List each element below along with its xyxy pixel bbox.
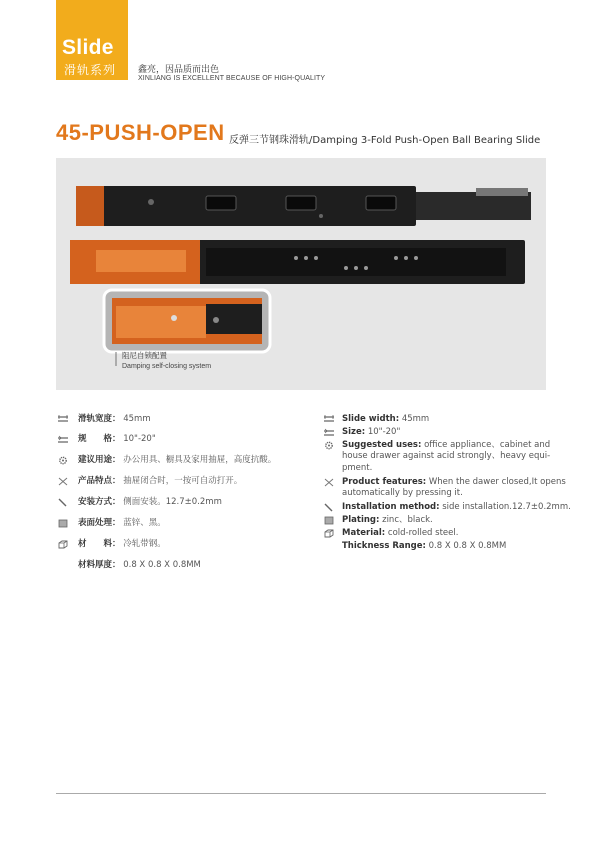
spec-label: 材料厚度：: [78, 560, 121, 570]
spec-value: 蓝锌、黑。: [120, 518, 166, 528]
ruler-width-icon: [324, 415, 334, 424]
series-tab-cn: 滑轨系列: [64, 63, 117, 77]
spec-value: 10"-20": [365, 427, 401, 437]
spec-label: 建议用途：: [78, 455, 121, 465]
spec-value: 0.8 X 0.8 X 0.8MM: [120, 560, 201, 570]
spec-value-cont: house drawer against acid strongly、heavy equi-: [342, 451, 551, 462]
spec-label: 滑轨宽度：: [78, 414, 121, 424]
spec-label: Suggested uses:: [342, 440, 422, 450]
slide-illustration: [56, 158, 546, 390]
tagline-en: XINLIANG IS EXCELLENT BECAUSE OF HIGH-QUALITY: [138, 75, 326, 82]
spec-value: 抽屉闭合时，一按可自动打开。: [120, 476, 243, 486]
spec-label: Material:: [342, 528, 386, 538]
gear-icon: [324, 441, 334, 450]
plating-icon: [324, 516, 334, 525]
plating-icon: [58, 519, 68, 528]
spec-value: zinc、black.: [379, 515, 433, 525]
tools-icon: [58, 477, 68, 486]
spec-value: 办公用具、橱具及家用抽屉，高度抗酸。: [120, 455, 277, 465]
inset-caption-en: Damping self-closing system: [122, 363, 212, 370]
product-title: 45-PUSH-OPEN: [56, 120, 225, 145]
spec-value: office appliance、cabinet and: [421, 440, 551, 450]
tagline-cn: 鑫亮，因品质而出色: [138, 65, 220, 75]
spec-value: 45mm: [399, 414, 430, 424]
spec-value: 侧面安装。12.7±0.2mm: [120, 497, 222, 507]
spec-label: 表面处理：: [78, 518, 121, 528]
ruler-length-icon: [58, 435, 68, 444]
spec-label: Thickness Range:: [342, 541, 426, 551]
spec-value-cont: automatically by pressing it.: [342, 488, 463, 499]
spec-value: side installation.12.7±0.2mm.: [439, 502, 571, 512]
spec-label: Slide width:: [342, 414, 400, 424]
gear-icon: [58, 456, 68, 465]
spec-label: Installation method:: [342, 502, 440, 512]
spec-value: 冷轧带钢。: [120, 539, 166, 549]
spec-label: 安装方式：: [78, 497, 121, 507]
material-icon: [324, 529, 334, 538]
spec-label: 材 料：: [78, 539, 121, 549]
spec-value: 45mm: [120, 414, 151, 424]
spec-label: Product features:: [342, 477, 427, 487]
screwdriver-icon: [58, 498, 68, 507]
spec-value-cont: pment.: [342, 462, 373, 473]
bottom-rule: [56, 793, 546, 794]
series-tab: [56, 0, 128, 80]
spec-value: When the dawer closed,It opens: [426, 477, 566, 487]
spec-value: 0.8 X 0.8 X 0.8MM: [425, 541, 507, 551]
spec-value: cold-rolled steel.: [385, 528, 459, 538]
spec-label: Size:: [342, 427, 366, 437]
screwdriver-icon: [324, 503, 334, 512]
tools-icon: [324, 478, 334, 487]
spec-label: Plating:: [342, 515, 380, 525]
material-icon: [58, 540, 68, 549]
ruler-length-icon: [324, 428, 334, 437]
spec-label: 规 格：: [78, 434, 121, 444]
spec-value: 10"-20": [120, 434, 156, 444]
spec-label: 产品特点：: [78, 476, 121, 486]
series-tab-en: Slide: [62, 36, 114, 59]
inset-caption-cn: 阻尼自锁配置: [122, 351, 167, 360]
product-photo: [56, 158, 546, 390]
ruler-width-icon: [58, 415, 68, 424]
product-subtitle: 反弹三节钢珠滑轨/Damping 3-Fold Push-Open Ball Bearing Slide: [229, 135, 541, 146]
